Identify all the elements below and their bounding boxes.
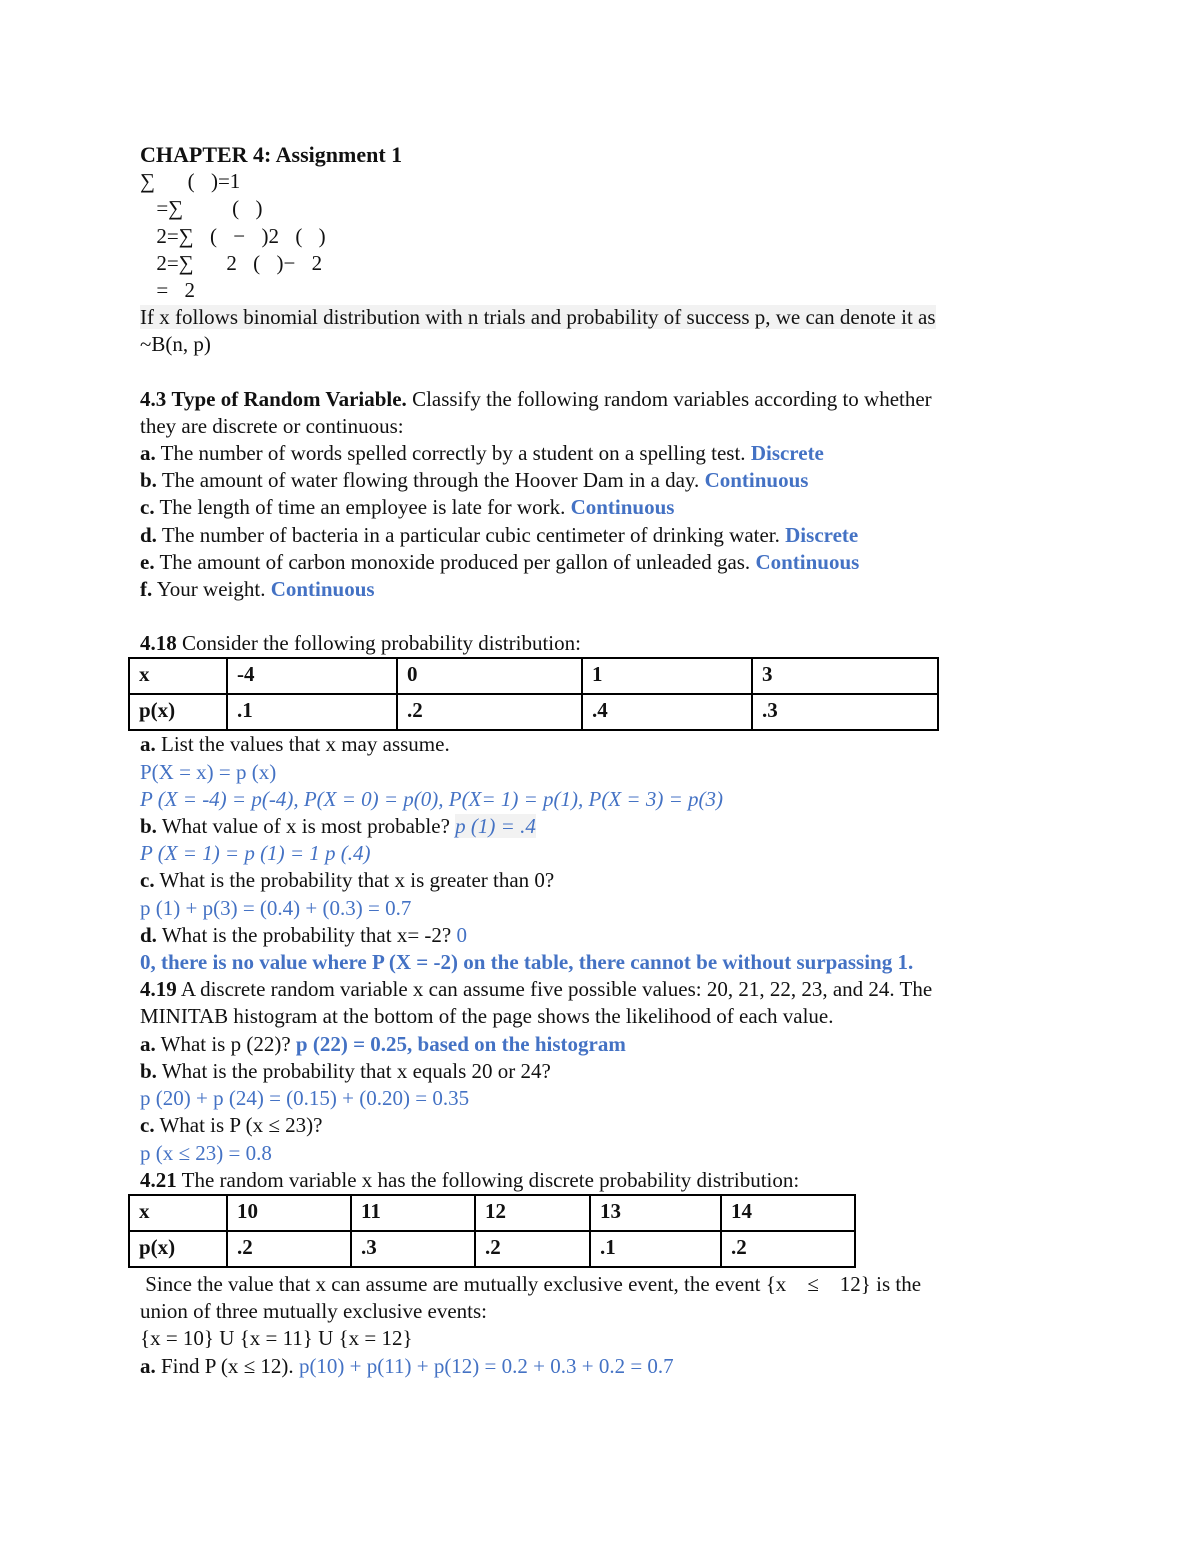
q419-a: a. What is p (22)? p (22) = 0.25, based on the histogram <box>140 1031 626 1056</box>
list-item: a. The number of words spelled correctly by a student on a spelling test. Discrete <box>140 441 824 466</box>
page-title: CHAPTER 4: Assignment 1 <box>140 142 403 167</box>
q421-a: a. Find P (x ≤ 12). p(10) + p(11) + p(12) = 0.2 + 0.3 + 0.2 = 0.7 <box>140 1353 674 1378</box>
table-row: x -4 0 1 3 <box>129 658 938 694</box>
q418-a: a. List the values that x may assume. <box>140 732 450 757</box>
list-item: f. Your weight. Continuous <box>140 577 375 602</box>
q421-union: {x = 10} U {x = 11} U {x = 12} <box>140 1326 413 1351</box>
q418-d: d. What is the probability that x= -2? 0 <box>140 922 467 947</box>
answer-text: p (x ≤ 23) = 0.8 <box>140 1140 272 1165</box>
document-content <box>140 141 1050 1380</box>
list-item: d. The number of bacteria in a particular cubic centimeter of drinking water. Discrete <box>140 522 859 547</box>
formula-line: 􏰀=􏰀2 <box>140 278 196 303</box>
q419-intro-cont: MINITAB histogram at the bottom of the page shows the likelihood of each value. <box>140 1004 834 1029</box>
formula-line: 􏰀=∑􏰀􏰀􏰀(􏰀) <box>140 196 263 221</box>
answer-text: 0 <box>456 922 467 947</box>
q418-b: b. What value of x is most probable? p (1) = .4 <box>140 814 536 839</box>
table-row: x 10 11 12 13 14 <box>129 1195 855 1231</box>
answer-text: p (1) = .4 <box>455 814 536 839</box>
answer-text: Continuous <box>704 468 809 493</box>
q419-b: b. What is the probability that x equals 20 or 24? <box>140 1058 551 1083</box>
table-row: p(x) .1 .2 .4 .3 <box>129 694 938 730</box>
answer-text: Continuous <box>755 549 860 574</box>
q421-table <box>128 1194 856 1268</box>
answer-text: p(10) + p(11) + p(12) = 0.2 + 0.3 + 0.2 = 0.7 <box>298 1353 674 1378</box>
answer-text: P (X = -4) = p(-4), P(X = 0) = p(0), P(X= 1) = p(1), P(X = 3) = p(3) <box>140 786 723 811</box>
q421-intro: 4.21 The random variable x has the following discrete probability distribution: <box>140 1167 800 1192</box>
binomial-note: If x follows binomial distribution with n trials and probability of success p, we can denote it as <box>140 305 936 330</box>
q419-intro: 4.19 A discrete random variable x can assume five possible values: 20, 21, 22, 23, and 24. The <box>140 977 933 1002</box>
answer-text: Continuous <box>270 577 375 602</box>
q418-table <box>128 657 939 731</box>
q43-intro: 4.3 Type of Random Variable. Classify the following random variables according to whether <box>140 386 932 411</box>
table-row: p(x) .2 .3 .2 .1 .2 <box>129 1231 855 1267</box>
q421-since-cont: union of three mutually exclusive events: <box>140 1299 487 1324</box>
q421-since: Since the value that x can assume are mutually exclusive event, the event {x ≤ 12} is the <box>140 1271 922 1296</box>
answer-text: P(X = x) = p (x) <box>140 759 277 784</box>
q418-intro: 4.18 Consider the following probability distribution: <box>140 631 581 656</box>
answer-text: p (22) = 0.25, based on the histogram <box>295 1031 626 1056</box>
answer-text: Discrete <box>785 522 859 547</box>
formula-line: ∑􏰀􏰀(􏰀)=1 <box>140 169 241 194</box>
answer-text: P (X = 1) = p (1) = 1 p (.4) <box>140 841 371 866</box>
q419-c: c. What is P (x ≤ 23)? <box>140 1113 323 1138</box>
q418-c: c. What is the probability that x is greater than 0? <box>140 868 555 893</box>
answer-text: p (1) + p(3) = (0.4) + (0.3) = 0.7 <box>140 895 412 920</box>
list-item: e. The amount of carbon monoxide produced per gallon of unleaded gas. Continuous <box>140 549 860 574</box>
list-item: b. The amount of water flowing through the Hoover Dam in a day. Continuous <box>140 468 809 493</box>
answer-text: Discrete <box>750 441 824 466</box>
list-item: c. The length of time an employee is late for work. Continuous <box>140 495 675 520</box>
q43-intro-cont: they are discrete or continuous: <box>140 413 404 438</box>
formula-line: 􏰀2=∑􏰀􏰀2􏰀(􏰀)−􏰀2 <box>140 250 323 275</box>
answer-text: 0, there is no value where P (X = -2) on the table, there cannot be without surpassing 1. <box>140 950 914 975</box>
formula-line: 􏰀2=∑􏰀(􏰀−􏰀)2􏰀(􏰀) <box>140 223 326 248</box>
binomial-notation: ~B(n, p) <box>140 332 211 357</box>
answer-text: p (20) + p (24) = (0.15) + (0.20) = 0.35 <box>140 1086 470 1111</box>
answer-text: Continuous <box>570 495 675 520</box>
